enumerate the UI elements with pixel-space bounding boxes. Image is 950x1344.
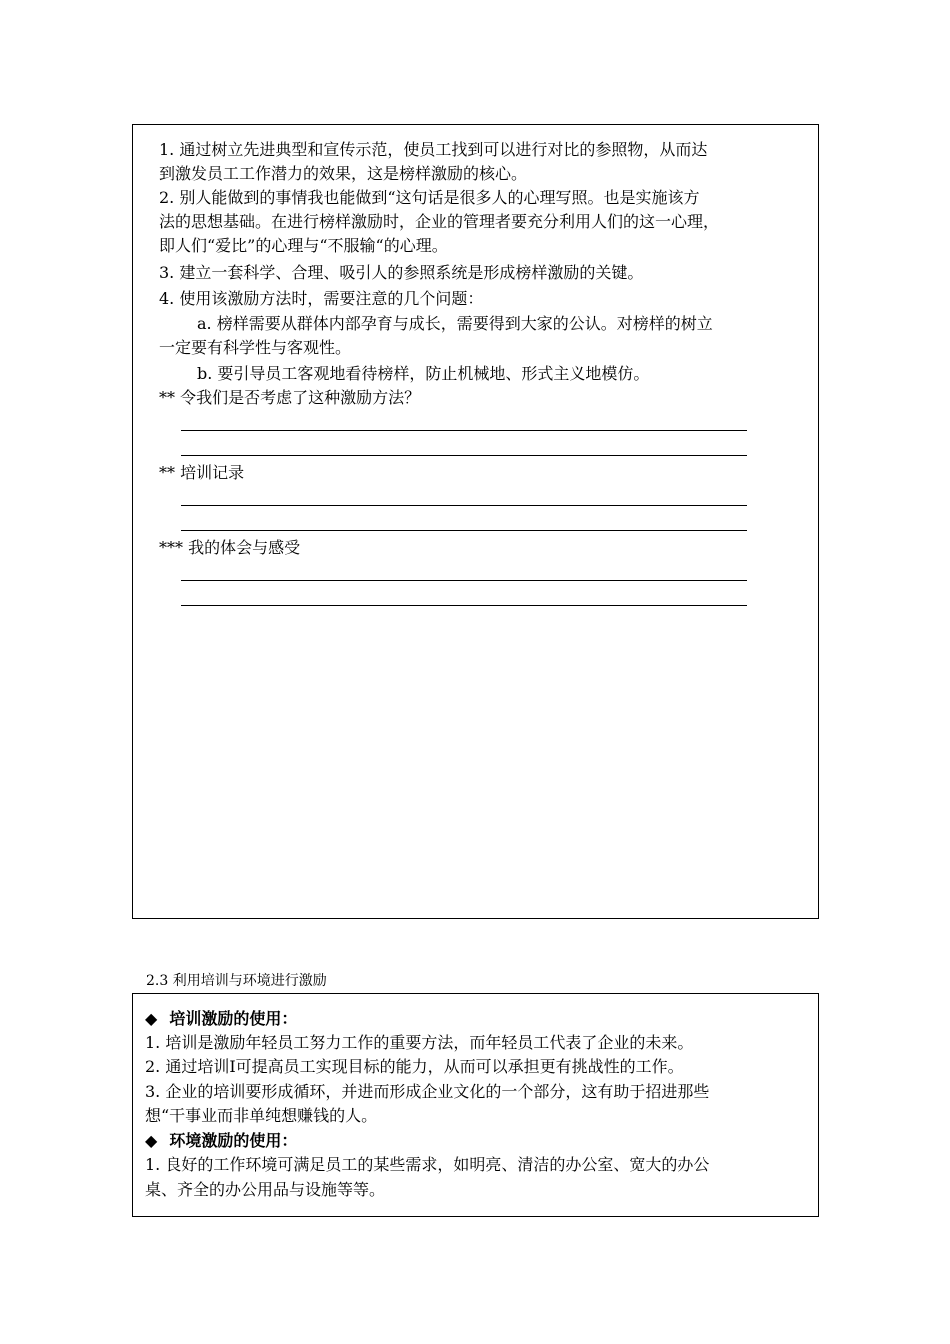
paragraph-line: b. 要引导员工客观地看待榜样，防止机械地、形式主义地模仿。 xyxy=(197,364,650,383)
paragraph-line: 4. 使用该激励方法时，需要注意的几个问题： xyxy=(159,289,484,308)
question-training-record: ** 培训记录 xyxy=(159,463,245,482)
paragraph-line: 2. 别人能做到的事情我也能做到“这句话是很多人的心理写照。也是实施该方 xyxy=(159,188,700,207)
paragraph-line: 1. 良好的工作环境可满足员工的某些需求，如明亮、清洁的办公室、宽大的办公 xyxy=(145,1155,710,1174)
paragraph-line: 法的思想基础。在进行榜样激励时，企业的管理者要充分利用人们的这一心理， xyxy=(159,212,720,231)
paragraph-line: 桌、齐全的办公用品与设施等等。 xyxy=(145,1180,386,1199)
answer-line xyxy=(181,505,747,506)
question-consider-method: ** 令我们是否考虑了这种激励方法？ xyxy=(159,388,421,407)
paragraph-line: 即人们“爱比”的心理与“不服输“的心理。 xyxy=(159,236,448,255)
training-heading xyxy=(145,1007,297,1031)
paragraph-line: 2. 通过培训I可提高员工实现目标的能力，从而可以承担更有挑战性的工作。 xyxy=(145,1057,684,1076)
paragraph-line: 想“干事业而非单纯想赚钱的人。 xyxy=(145,1106,378,1125)
environment-heading xyxy=(145,1129,297,1153)
paragraph-line: 1. 通过树立先进典型和宣传示范，使员工找到可以进行对比的参照物，从而达 xyxy=(159,140,708,159)
paragraph-line: 3. 企业的培训要形成循环，并进而形成企业文化的一个部分，这有助于招进那些 xyxy=(145,1082,710,1101)
paragraph-line: 到激发员工工作潜力的效果，这是榜样激励的核心。 xyxy=(159,164,528,183)
environment-heading-text: 环境激励的使用： xyxy=(169,1131,298,1150)
answer-line xyxy=(181,530,747,531)
answer-line xyxy=(181,455,747,456)
question-my-reflection: *** 我的体会与感受 xyxy=(159,538,301,557)
paragraph-line: a. 榜样需要从群体内部孕育与成长，需要得到大家的公认。对榜样的树立 xyxy=(197,314,713,333)
section-title: 2.3 利用培训与环境进行激励 xyxy=(146,973,327,989)
answer-line xyxy=(181,430,747,431)
training-heading-text: 培训激励的使用： xyxy=(169,1009,298,1028)
paragraph-line: 1. 培训是激励年轻员工努力工作的重要方法，而年轻员工代表了企业的未来。 xyxy=(145,1033,694,1052)
paragraph-line: 3. 建立一套科学、合理、吸引人的参照系统是形成榜样激励的关键。 xyxy=(159,263,644,282)
motivation-content-box xyxy=(132,124,819,919)
diamond-bullet-icon: ◆ xyxy=(145,1131,158,1150)
training-environment-box xyxy=(132,993,819,1217)
answer-line xyxy=(181,605,747,606)
paragraph-line: 一定要有科学性与客观性。 xyxy=(159,338,352,357)
answer-line xyxy=(181,580,747,581)
diamond-bullet-icon: ◆ xyxy=(145,1009,158,1028)
